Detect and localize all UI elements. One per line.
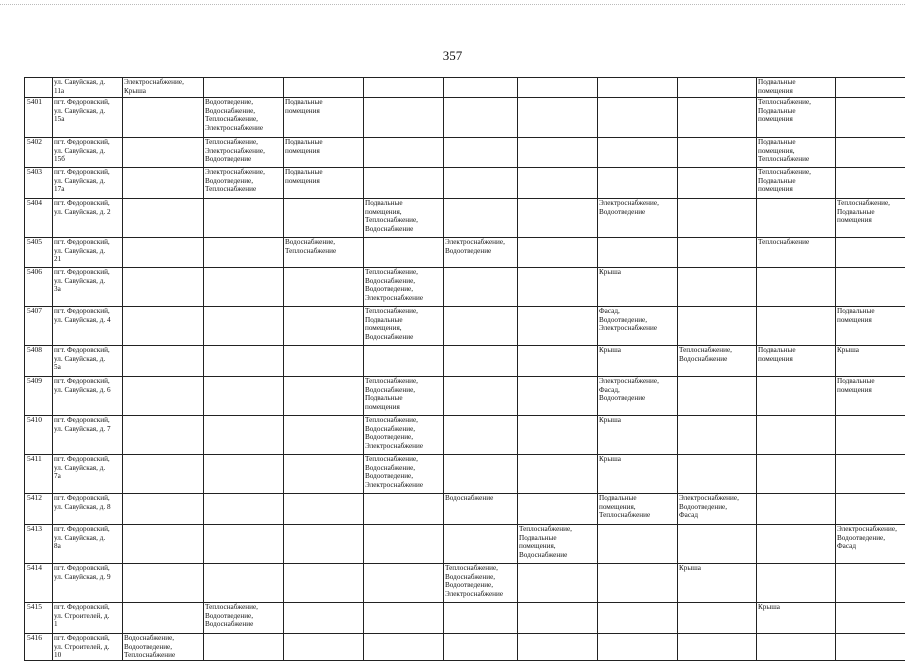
work-type-cell: Электроснабжение, Фасад, Водоотведение — [598, 377, 678, 416]
table-row — [25, 98, 905, 138]
row-number-cell: 5412 — [25, 494, 53, 525]
table-row — [25, 634, 905, 661]
work-type-cell — [836, 564, 905, 603]
work-type-cell — [123, 138, 204, 168]
table-row — [25, 416, 905, 455]
work-type-cell — [364, 238, 444, 268]
table-row — [25, 346, 905, 377]
work-type-cell: Теплоснабжение, Водоснабжение, Подвальные помещения — [364, 377, 444, 416]
row-number-cell: 5406 — [25, 268, 53, 307]
work-type-cell — [123, 455, 204, 494]
work-type-cell — [678, 634, 757, 661]
work-type-cell: Теплоснабжение, Водоснабжение, Водоотведение, Электроснабжение — [364, 268, 444, 307]
work-type-cell: Подвальные помещения — [836, 307, 905, 346]
work-type-cell — [123, 199, 204, 238]
address-cell: пгт. Федоровский, ул. Савуйская, д. 8а — [53, 525, 123, 564]
work-type-cell: Электроснабжение, Водоотведение — [444, 238, 518, 268]
work-type-cell: Теплоснабжение, Водоснабжение, Водоотведение, Электроснабжение — [364, 455, 444, 494]
row-number-cell: 5402 — [25, 138, 53, 168]
work-type-cell: Подвальные помещения — [284, 98, 364, 138]
work-type-cell — [123, 168, 204, 199]
work-type-cell — [204, 78, 284, 98]
work-type-cell: Подвальные помещения — [757, 346, 836, 377]
work-type-cell — [204, 268, 284, 307]
work-type-cell — [204, 525, 284, 564]
work-type-cell: Подвальные помещения — [284, 138, 364, 168]
work-type-cell — [678, 377, 757, 416]
work-type-cell — [204, 377, 284, 416]
work-type-cell — [836, 634, 905, 661]
work-type-cell — [364, 494, 444, 525]
row-number-cell: 5405 — [25, 238, 53, 268]
work-type-cell: Электроснабжение, Водоотведение, Теплоснабжение — [204, 168, 284, 199]
work-type-cell — [836, 168, 905, 199]
address-cell: пгт. Федоровский, ул. Савуйская, д. 5а — [53, 346, 123, 377]
work-type-cell — [518, 78, 598, 98]
work-type-cell — [757, 377, 836, 416]
work-type-cell — [123, 525, 204, 564]
table-row — [25, 455, 905, 494]
address-cell: пгт. Федоровский, ул. Савуйская, д. 7а — [53, 455, 123, 494]
work-type-cell — [678, 199, 757, 238]
work-type-cell — [518, 416, 598, 455]
work-type-cell — [518, 98, 598, 138]
work-type-cell — [444, 138, 518, 168]
work-type-cell — [204, 346, 284, 377]
work-type-cell — [284, 634, 364, 661]
work-type-cell: Крыша — [598, 346, 678, 377]
work-type-cell — [444, 199, 518, 238]
table-row — [25, 238, 905, 268]
work-type-cell — [518, 377, 598, 416]
row-number-cell: 5414 — [25, 564, 53, 603]
work-type-cell: Теплоснабжение, Подвальные помещения — [836, 199, 905, 238]
address-cell: пгт. Федоровский, ул. Савуйская, д. 3а — [53, 268, 123, 307]
work-type-cell — [598, 525, 678, 564]
work-type-cell: Теплоснабжение, Подвальные помещения — [757, 168, 836, 199]
work-type-cell — [204, 199, 284, 238]
work-type-cell — [678, 168, 757, 199]
table-row — [25, 564, 905, 603]
work-type-cell — [364, 603, 444, 634]
work-type-cell — [518, 494, 598, 525]
work-type-cell — [123, 416, 204, 455]
work-type-cell — [364, 525, 444, 564]
row-number-cell: 5415 — [25, 603, 53, 634]
work-type-cell — [757, 564, 836, 603]
work-type-cell — [757, 634, 836, 661]
address-cell: пгт. Федоровский, ул. Савуйская, д. 8 — [53, 494, 123, 525]
address-cell: пгт. Федоровский, ул. Савуйская, д. 15а — [53, 98, 123, 138]
work-type-cell: Подвальные помещения — [757, 78, 836, 98]
address-cell: пгт. Федоровский, ул. Савуйская, д. 21 — [53, 238, 123, 268]
work-type-cell — [444, 377, 518, 416]
work-type-cell — [836, 138, 905, 168]
row-number-cell: 5410 — [25, 416, 53, 455]
work-type-cell — [678, 307, 757, 346]
work-type-cell: Крыша — [836, 346, 905, 377]
work-type-cell — [836, 416, 905, 455]
address-cell: пгт. Федоровский, ул. Савуйская, д. 2 — [53, 199, 123, 238]
work-type-cell: Теплоснабжение, Водоснабжение, Водоотведение, Электроснабжение — [364, 416, 444, 455]
work-type-cell: Теплоснабжение, Подвальные помещения — [757, 98, 836, 138]
work-type-cell — [444, 525, 518, 564]
work-type-cell: Подвальные помещения, Теплоснабжение, Водоснабжение — [364, 199, 444, 238]
work-type-cell — [284, 603, 364, 634]
work-type-cell — [598, 138, 678, 168]
row-number-cell: 5403 — [25, 168, 53, 199]
work-type-cell — [444, 346, 518, 377]
table-row — [25, 199, 905, 238]
work-type-cell — [444, 98, 518, 138]
work-type-cell — [757, 525, 836, 564]
work-type-cell — [284, 525, 364, 564]
work-type-cell — [598, 238, 678, 268]
work-type-cell — [836, 455, 905, 494]
work-type-cell: Теплоснабжение, Подвальные помещения, Водоснабжение — [364, 307, 444, 346]
work-type-cell — [123, 603, 204, 634]
work-type-cell — [284, 199, 364, 238]
work-type-cell — [518, 455, 598, 494]
work-type-cell — [836, 78, 905, 98]
work-type-cell — [444, 455, 518, 494]
work-type-cell — [678, 138, 757, 168]
work-type-cell — [678, 98, 757, 138]
work-type-cell — [836, 603, 905, 634]
work-type-cell — [757, 268, 836, 307]
work-type-cell — [678, 455, 757, 494]
work-type-cell — [518, 238, 598, 268]
page-number: 357 — [0, 48, 905, 64]
work-type-cell — [518, 199, 598, 238]
work-type-cell — [518, 564, 598, 603]
work-type-cell — [284, 346, 364, 377]
work-type-cell: Подвальные помещения — [836, 377, 905, 416]
work-type-cell — [364, 98, 444, 138]
work-type-cell — [204, 307, 284, 346]
work-type-cell — [284, 455, 364, 494]
work-type-cell — [518, 138, 598, 168]
work-type-cell — [284, 564, 364, 603]
work-type-cell: Крыша — [678, 564, 757, 603]
table-row — [25, 168, 905, 199]
work-type-cell: Теплоснабжение, Водоснабжение, Водоотведение, Электроснабжение — [444, 564, 518, 603]
work-type-cell: Электроснабжение, Крыша — [123, 78, 204, 98]
work-type-cell: Фасад, Водоотведение, Электроснабжение — [598, 307, 678, 346]
table-row — [25, 603, 905, 634]
address-cell: пгт. Федоровский, ул. Савуйская, д. 9 — [53, 564, 123, 603]
work-type-cell — [204, 238, 284, 268]
work-type-cell — [284, 268, 364, 307]
work-type-cell: Водоснабжение, Теплоснабжение — [284, 238, 364, 268]
work-type-cell — [284, 494, 364, 525]
work-type-cell — [123, 98, 204, 138]
work-type-cell — [123, 494, 204, 525]
work-type-cell — [757, 494, 836, 525]
work-type-cell — [678, 268, 757, 307]
work-type-cell: Теплоснабжение — [757, 238, 836, 268]
work-type-cell: Водоотведение, Водоснабжение, Теплоснабжение, Электроснабжение — [204, 98, 284, 138]
work-type-cell — [364, 138, 444, 168]
work-type-cell — [444, 168, 518, 199]
work-type-cell — [204, 416, 284, 455]
work-type-cell: Теплоснабжение, Электроснабжение, Водоотведение — [204, 138, 284, 168]
table-row — [25, 494, 905, 525]
work-type-cell — [204, 564, 284, 603]
work-type-cell — [284, 416, 364, 455]
work-type-cell — [598, 634, 678, 661]
work-type-cell — [757, 455, 836, 494]
row-number-cell: 5401 — [25, 98, 53, 138]
work-type-cell — [123, 564, 204, 603]
work-type-cell: Водоснабжение, Водоотведение, Теплоснабжение — [123, 634, 204, 661]
work-type-cell — [123, 377, 204, 416]
work-type-cell: Теплоснабжение, Подвальные помещения, Водоснабжение — [518, 525, 598, 564]
work-type-cell — [284, 377, 364, 416]
address-cell: ул. Савуйская, д. 11а — [53, 78, 123, 98]
row-number-cell: 5404 — [25, 199, 53, 238]
row-number-cell: 5416 — [25, 634, 53, 661]
table-row — [25, 307, 905, 346]
work-type-cell: Подвальные помещения, Теплоснабжение — [757, 138, 836, 168]
work-type-cell — [598, 168, 678, 199]
work-type-cell — [598, 78, 678, 98]
row-number-cell — [25, 78, 53, 98]
repair-schedule-table — [24, 77, 905, 661]
scan-top-edge — [0, 4, 905, 5]
work-type-cell — [518, 346, 598, 377]
work-type-cell: Подвальные помещения — [284, 168, 364, 199]
work-type-cell — [836, 98, 905, 138]
work-type-cell — [598, 98, 678, 138]
row-number-cell: 5413 — [25, 525, 53, 564]
work-type-cell — [518, 307, 598, 346]
work-type-cell — [518, 634, 598, 661]
work-type-cell — [444, 634, 518, 661]
work-type-cell — [284, 78, 364, 98]
table-row — [25, 377, 905, 416]
address-cell: пгт. Федоровский, ул. Строителей, д. 10 — [53, 634, 123, 661]
work-type-cell — [678, 525, 757, 564]
address-cell: пгт. Федоровский, ул. Савуйская, д. 6 — [53, 377, 123, 416]
work-type-cell — [123, 238, 204, 268]
work-type-cell — [284, 307, 364, 346]
work-type-cell — [678, 603, 757, 634]
row-number-cell: 5407 — [25, 307, 53, 346]
work-type-cell — [518, 603, 598, 634]
work-type-cell — [678, 78, 757, 98]
address-cell: пгт. Федоровский, ул. Савуйская, д. 4 — [53, 307, 123, 346]
address-cell: пгт. Федоровский, ул. Савуйская, д. 7 — [53, 416, 123, 455]
work-type-cell: Крыша — [598, 416, 678, 455]
work-type-cell — [364, 78, 444, 98]
work-type-cell — [444, 78, 518, 98]
work-type-cell — [757, 416, 836, 455]
work-type-cell — [836, 238, 905, 268]
work-type-cell — [757, 307, 836, 346]
work-type-cell — [364, 564, 444, 603]
work-type-cell — [836, 268, 905, 307]
table-row — [25, 525, 905, 564]
row-number-cell: 5409 — [25, 377, 53, 416]
work-type-cell — [678, 416, 757, 455]
address-cell: пгт. Федоровский, ул. Савуйская, д. 15б — [53, 138, 123, 168]
work-type-cell — [518, 168, 598, 199]
work-type-cell — [444, 603, 518, 634]
work-type-cell — [204, 494, 284, 525]
row-number-cell: 5408 — [25, 346, 53, 377]
work-type-cell: Водоснабжение — [444, 494, 518, 525]
work-type-cell: Электроснабжение, Водоотведение, Фасад — [678, 494, 757, 525]
work-type-cell — [757, 199, 836, 238]
work-type-cell — [123, 346, 204, 377]
address-cell: пгт. Федоровский, ул. Савуйская, д. 17а — [53, 168, 123, 199]
work-type-cell — [364, 634, 444, 661]
work-type-cell — [598, 603, 678, 634]
work-type-cell — [204, 455, 284, 494]
work-type-cell — [444, 268, 518, 307]
work-type-cell: Крыша — [757, 603, 836, 634]
work-type-cell — [836, 494, 905, 525]
work-type-cell — [364, 346, 444, 377]
work-type-cell: Теплоснабжение, Водоотведение, Водоснабжение — [204, 603, 284, 634]
work-type-cell — [364, 168, 444, 199]
work-type-cell: Теплоснабжение, Водоснабжение — [678, 346, 757, 377]
work-type-cell — [123, 307, 204, 346]
work-type-cell — [444, 416, 518, 455]
work-type-cell: Крыша — [598, 455, 678, 494]
work-type-cell: Электроснабжение, Водоотведение — [598, 199, 678, 238]
work-type-cell: Крыша — [598, 268, 678, 307]
table-row — [25, 268, 905, 307]
work-type-cell: Электроснабжение, Водоотведение, Фасад — [836, 525, 905, 564]
row-number-cell: 5411 — [25, 455, 53, 494]
table-row — [25, 78, 905, 98]
work-type-cell — [123, 268, 204, 307]
table-row — [25, 138, 905, 168]
address-cell: пгт. Федоровский, ул. Строителей, д. 1 — [53, 603, 123, 634]
work-type-cell — [598, 564, 678, 603]
work-type-cell: Подвальные помещения, Теплоснабжение — [598, 494, 678, 525]
work-type-cell — [204, 634, 284, 661]
work-type-cell — [678, 238, 757, 268]
work-type-cell — [518, 268, 598, 307]
work-type-cell — [444, 307, 518, 346]
